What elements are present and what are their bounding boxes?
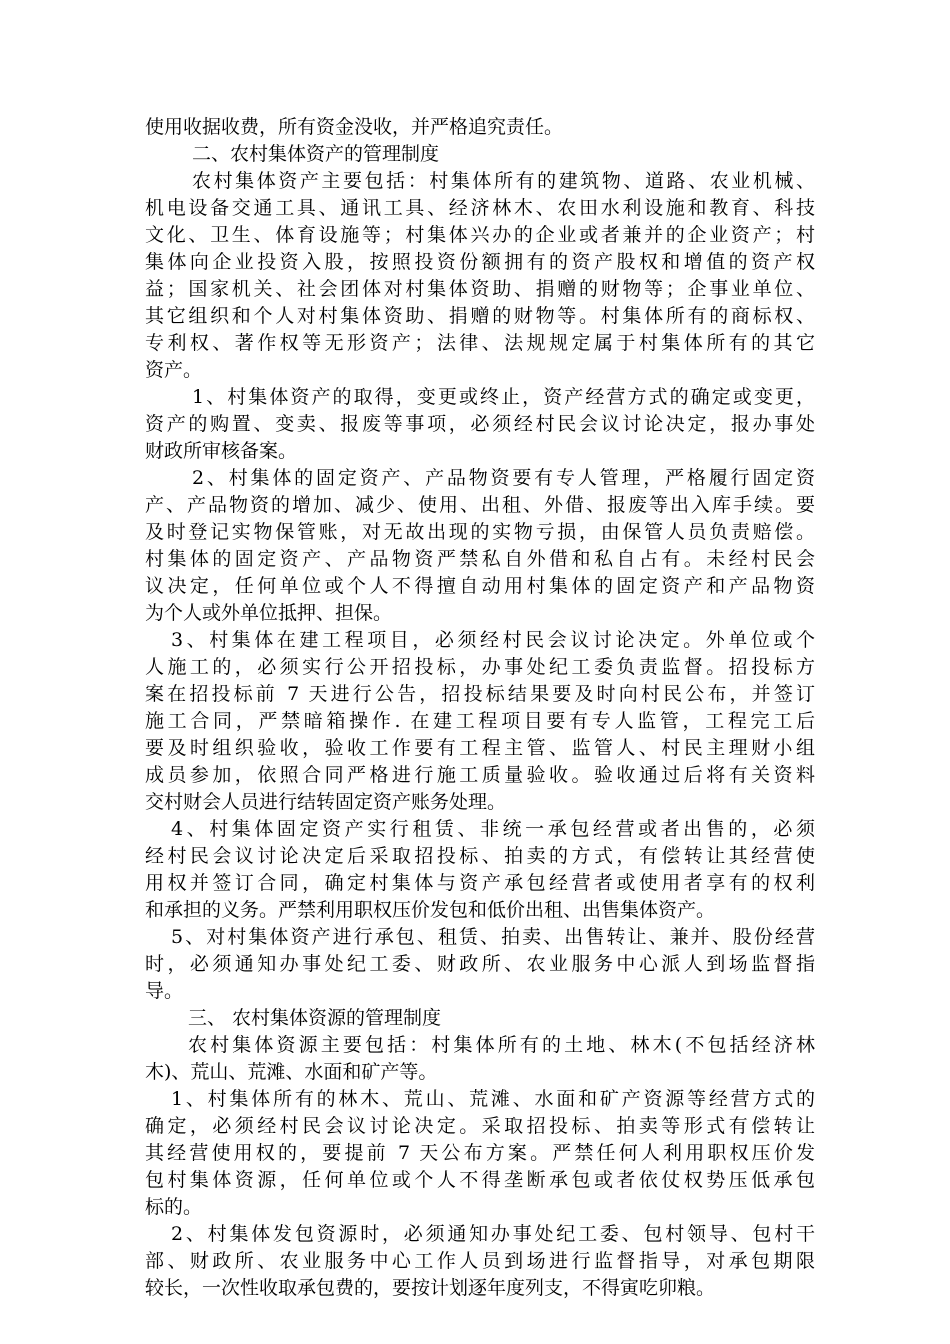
text-line: 导。 xyxy=(145,980,184,1002)
text-line: 较长，一次性收取承包费的，要按计划逐年度列支，不得寅吃卯粮。 xyxy=(145,1277,716,1299)
text-line: 其经营使用权的，要提前 7 天公布方案。严禁任何人利用职权压价发 xyxy=(145,1142,815,1164)
text-line: 2、村集体发包资源时，必须通知办事处纪工委、包村领导、包村干 xyxy=(171,1223,815,1245)
text-line: 时，必须通知办事处纪工委、财政所、农业服务中心派人到场监督指 xyxy=(145,953,815,975)
text-line: 益；国家机关、社会团体对村集体资助、捐赠的财物等；企事业单位、 xyxy=(145,278,815,300)
text-line: 集体向企业投资入股，按照投资份额拥有的资产股权和增值的资产权 xyxy=(145,251,815,273)
text-line: 为个人或外单位抵押、担保。 xyxy=(145,602,393,624)
text-line: 1、村集体所有的林木、荒山、荒滩、水面和矿产资源等经营方式的 xyxy=(171,1088,815,1110)
text-line: 5、对村集体资产进行承包、租赁、拍卖、出售转让、兼并、股份经营 xyxy=(171,926,815,948)
text-line: 农村集体资产主要包括：村集体所有的建筑物、道路、农业机械、 xyxy=(192,170,815,192)
text-line: 村集体的固定资产、产品物资严禁私自外借和私自占有。未经村民会 xyxy=(145,548,815,570)
text-line: 议决定，任何单位或个人不得擅自动用村集体的固定资产和产品物资 xyxy=(145,575,815,597)
text-line: 交村财会人员进行结转固定资产账务处理。 xyxy=(145,791,507,813)
text-line: 使用收据收费，所有资金没收，并严格追究责任。 xyxy=(145,116,564,138)
text-line: 施工合同，严禁暗箱操作. 在建工程项目要有专人监管，工程完工后 xyxy=(145,710,815,732)
text-line: 木)、荒山、荒滩、水面和矿产等。 xyxy=(145,1061,438,1083)
text-line: 二、农村集体资产的管理制度 xyxy=(192,143,440,165)
text-line: 人施工的，必须实行公开招投标，办事处纪工委负责监督。招投标方 xyxy=(145,656,815,678)
text-line: 资产。 xyxy=(145,359,203,381)
text-line: 资产的购置、变卖、报废等事项，必须经村民会议讨论决定，报办事处 xyxy=(145,413,815,435)
text-line: 财政所审核备案。 xyxy=(145,440,298,462)
text-line: 确定，必须经村民会议讨论决定。采取招投标、拍卖等形式有偿转让 xyxy=(145,1115,815,1137)
text-line: 2、村集体的固定资产、产品物资要有专人管理，严格履行固定资 xyxy=(192,467,815,489)
text-line: 和承担的义务。严禁利用职权压价发包和低价出租、出售集体资产。 xyxy=(145,899,716,921)
text-line: 案在招投标前 7 天进行公告，招投标结果要及时向村民公布，并签订 xyxy=(145,683,815,705)
text-line: 文化、卫生、体育设施等；村集体兴办的企业或者兼并的企业资产；村 xyxy=(145,224,815,246)
text-line: 及时登记实物保管账，对无故出现的实物亏损，由保管人员负责赔偿。 xyxy=(145,521,815,543)
text-line: 标的。 xyxy=(145,1196,203,1218)
text-line: 1、村集体资产的取得，变更或终止，资产经营方式的确定或变更， xyxy=(192,386,815,408)
text-line: 经村民会议讨论决定后采取招投标、拍卖的方式，有偿转让其经营使 xyxy=(145,845,815,867)
text-line: 产、产品物资的增加、减少、使用、出租、外借、报废等出入库手续。要 xyxy=(145,494,815,516)
text-line: 要及时组织验收，验收工作要有工程主管、监管人、村民主理财小组 xyxy=(145,737,815,759)
text-line: 三、 农村集体资源的管理制度 xyxy=(188,1007,442,1029)
text-line: 其它组织和个人对村集体资助、捐赠的财物等。村集体所有的商标权、 xyxy=(145,305,815,327)
text-line: 机电设备交通工具、通讯工具、经济林木、农田水利设施和教育、科技 xyxy=(145,197,815,219)
text-line: 包村集体资源，任何单位或个人不得垄断承包或者依仗权势压低承包 xyxy=(145,1169,815,1191)
text-line: 成员参加，依照合同严格进行施工质量验收。验收通过后将有关资料 xyxy=(145,764,815,786)
document-body xyxy=(145,114,815,1302)
text-line: 农村集体资源主要包括：村集体所有的土地、林木(不包括经济林 xyxy=(188,1034,815,1056)
text-line: 4、村集体固定资产实行租赁、非统一承包经营或者出售的，必须 xyxy=(171,818,815,840)
text-line: 用权并签订合同，确定村集体与资产承包经营者或使用者享有的权利 xyxy=(145,872,815,894)
text-line: 3、村集体在建工程项目，必须经村民会议讨论决定。外单位或个 xyxy=(171,629,815,651)
text-line: 部、财政所、农业服务中心工作人员到场进行监督指导，对承包期限 xyxy=(145,1250,815,1272)
text-line: 专利权、著作权等无形资产；法律、法规规定属于村集体所有的其它 xyxy=(145,332,815,354)
